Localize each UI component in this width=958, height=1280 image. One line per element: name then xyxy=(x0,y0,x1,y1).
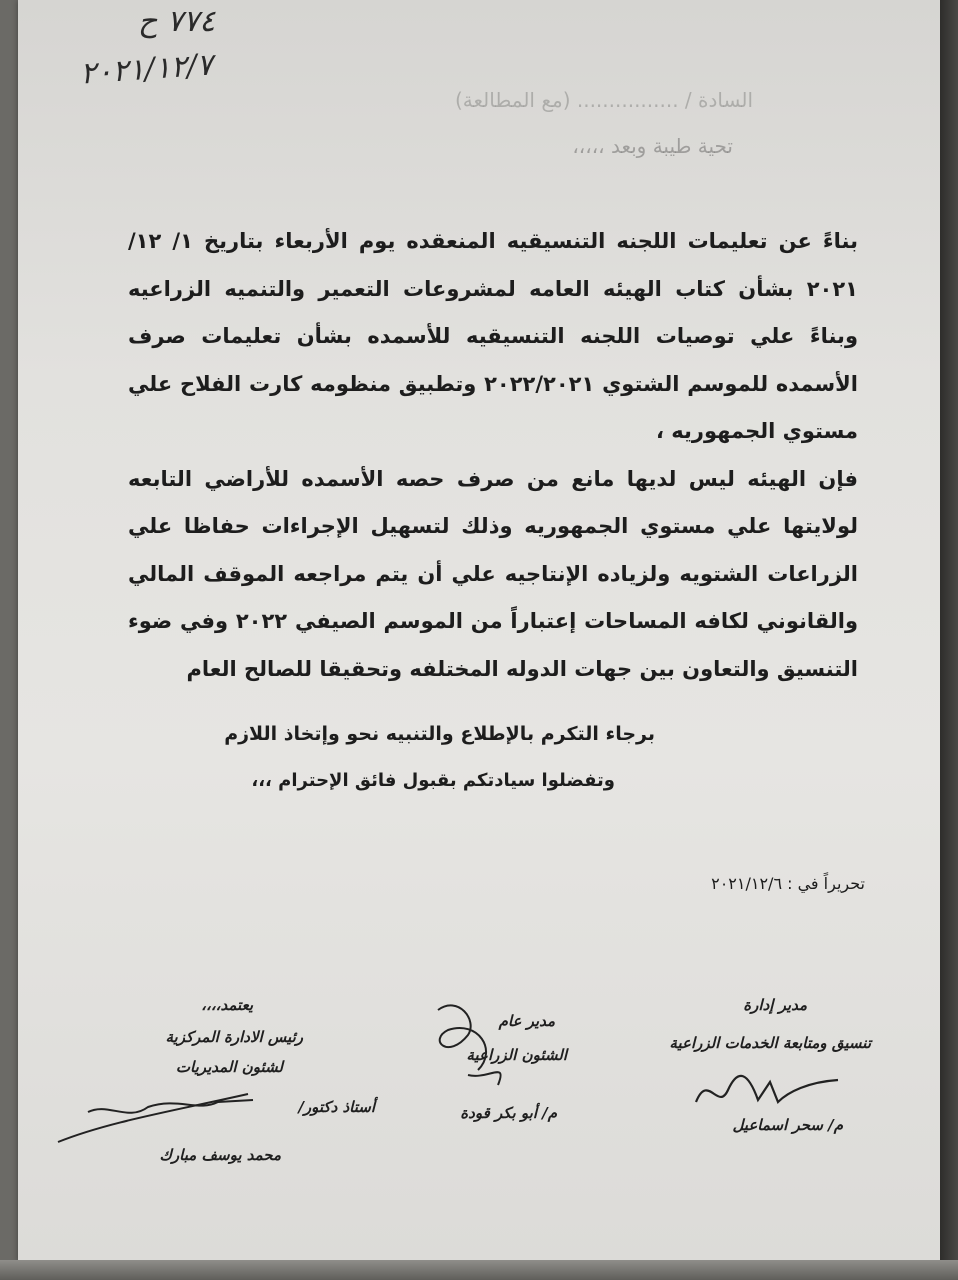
body-paragraph-2: فإن الهيئه ليس لديها مانع من صرف حصه الأسمده للأراضي التابعه لولايتها علي مستوي الجمهوريه وذلك لتسهيل الإجراءات حفاظا علي الزراعات الشتويه ولزياده الإنتاجيه علي أن يتم مراجعه الموقف المالي والقانوني لكافه المساحات إعتباراً من الموسم الصيفي ٢٠٢٢ وفي ضوء التنسيق والتعاون بين جهات الدوله المختلفه وتحقيقا للصالح العام xyxy=(128,466,859,681)
left-sig-title2: رئيس الادارة المركزية xyxy=(165,1028,303,1046)
left-sig-title4: أستاذ دكتور/ xyxy=(298,1098,375,1116)
bottom-edge xyxy=(0,1260,958,1280)
right-signature-scribble xyxy=(688,1062,848,1122)
left-signature-scribble xyxy=(48,1082,268,1152)
left-sig-name: محمد يوسف مبارك xyxy=(159,1146,281,1164)
greeting-line: تحية طيبة وبعد ،،،،، xyxy=(572,134,733,158)
date-line: تحريراً في : ٢٠٢١/١٢/٦ xyxy=(711,874,865,893)
right-sig-title2: تنسيق ومتابعة الخدمات الزراعية xyxy=(669,1034,871,1052)
closing-line: وتفضلوا سيادتكم بقبول فائق الإحترام ،،، xyxy=(251,770,615,791)
page-edge-shadow xyxy=(940,0,958,1280)
middle-sig-title2: الشئون الزراعية xyxy=(466,1046,567,1064)
body-paragraph-1: بناءً عن تعليمات اللجنه التنسيقيه المنعقده يوم الأربعاء بتاريخ ١/ ١٢/ ٢٠٢١ بشأن كتاب الهيئه العامه لمشروعات التعمير والتنميه الزراعيه وبناءً علي توصيات اللجنه التنسيقيه للأسمده بشأن تعليمات صرف الأسمده للموسم الشتوي ٢٠٢٢/٢٠٢١ وتطبيق منظومه كارت الفلاح علي مستوي الجمهوريه ، xyxy=(128,229,859,443)
handwritten-ref-date: ٢٠٢١/١٢/٧ xyxy=(78,47,215,92)
middle-sig-name: م/ أبو بكر قودة xyxy=(460,1104,557,1122)
letter-body xyxy=(128,218,858,693)
left-sig-title1: يعتمد،،،، xyxy=(201,996,253,1014)
middle-sig-title1: مدير عام xyxy=(498,1012,555,1030)
handwritten-ref-number: ٧٧٤ ح xyxy=(138,4,216,39)
request-line: برجاء التكرم بالإطلاع والتنبيه نحو وإتخاذ اللازم xyxy=(224,723,655,745)
faded-addressee-line: السادة / ................ (مع المطالعة) xyxy=(455,88,753,112)
right-sig-title1: مدير إدارة xyxy=(743,996,807,1014)
document-page xyxy=(18,0,943,1262)
right-sig-name: م/ سحر اسماعيل xyxy=(732,1116,843,1134)
middle-signature-scribble xyxy=(408,990,548,1110)
left-sig-title3: لشئون المديريات xyxy=(175,1058,283,1076)
